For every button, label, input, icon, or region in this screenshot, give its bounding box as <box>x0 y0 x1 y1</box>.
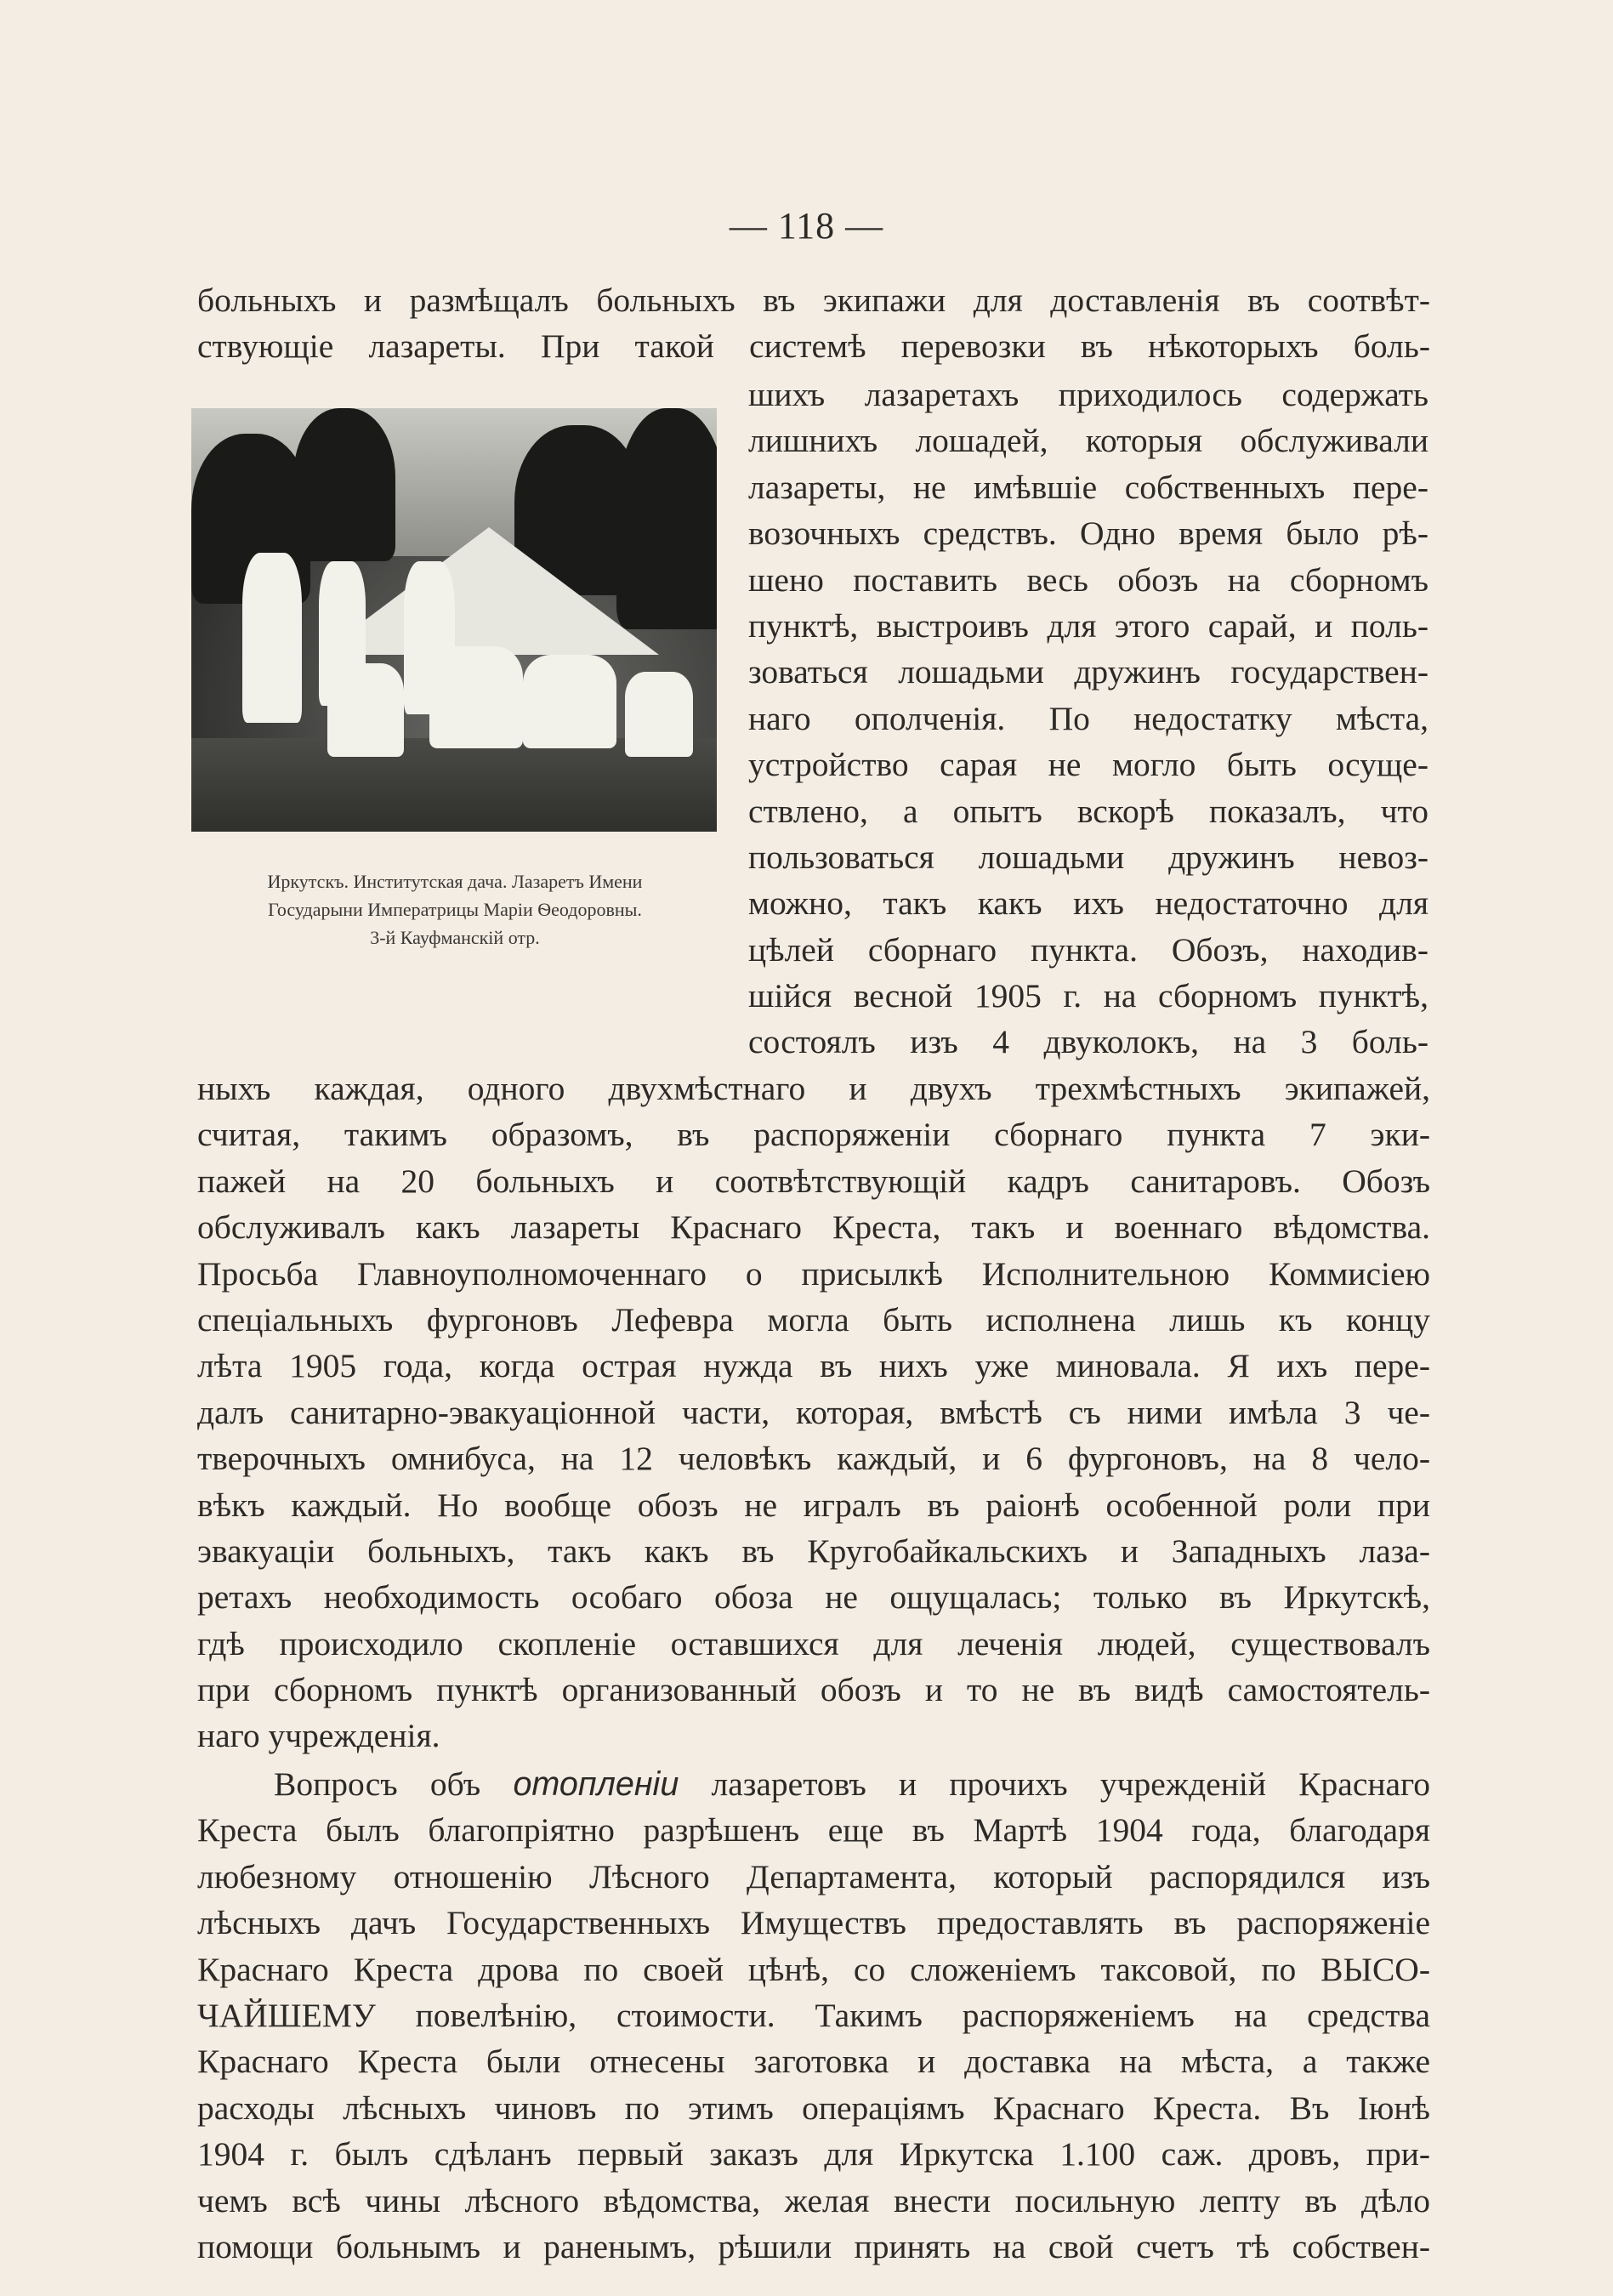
caption-line: 3-й Кауфманскій отр. <box>370 927 540 948</box>
text-line: эвакуаціи больныхъ, такъ какъ въ Кругобайкальскихъ и Западныхъ лаза- <box>197 1532 1430 1570</box>
text-line: при сборномъ пунктѣ организованный обозъ и то не въ видѣ самостоятель- <box>197 1671 1430 1709</box>
body-paragraph <box>197 1066 1430 1759</box>
page-number: — 118 — <box>729 205 884 247</box>
text-line: зоваться лошадьми дружинъ государствен- <box>748 653 1428 691</box>
text-line: наго ополченія. По недостатку мѣста, <box>748 699 1428 737</box>
text-line: 1904 г. былъ сдѣланъ первый заказъ для Иркутска 1.100 саж. дровъ, при- <box>197 2135 1430 2174</box>
text-line: вѣкъ каждый. Но вообще обозъ не игралъ въ раіонѣ особенной роли при <box>197 1486 1430 1524</box>
text-line: шійся весной 1905 г. на сборномъ пунктѣ, <box>748 977 1428 1015</box>
text-line: расходы лѣсныхъ чиновъ по этимъ операціямъ Краснаго Креста. Въ Іюнѣ <box>197 2089 1430 2127</box>
text-line: лазареты, не имѣвшіе собственныхъ пере- <box>748 468 1428 506</box>
text-line: Краснаго Креста дрова по своей цѣнѣ, со сложеніемъ таксовой, по ВЫСО- <box>197 1950 1430 1988</box>
text-line: ретахъ необходимость особаго обоза не ощущалась; только въ Иркутскѣ, <box>197 1578 1430 1617</box>
paragraph-first-line <box>197 1761 1430 1807</box>
text-line: далъ санитарно-эвакуаціонной части, которая, вмѣстѣ съ ними имѣла 3 че- <box>197 1393 1430 1431</box>
text-line: ствлено, а опытъ вскорѣ показалъ, что <box>748 792 1428 830</box>
text-line: ЧАЙШЕМУ повелѣнію, стоимости. Такимъ распоряженіемъ на средства <box>197 1996 1430 2034</box>
text-line: любезному отношенію Лѣсного Департамента, который распорядился изъ <box>197 1857 1430 1895</box>
caption-line: Государыни Императрицы Маріи Ѳеодоровны. <box>268 899 642 920</box>
text-line: лишнихъ лошадей, которыя обслуживали <box>748 422 1428 460</box>
text-line: считая, такимъ образомъ, въ распоряженіи сборнаго пункта 7 эки- <box>197 1116 1430 1154</box>
text-line: обслуживалъ какъ лазареты Краснаго Креста, такъ и военнаго вѣдомства. <box>197 1208 1430 1247</box>
text-line: лѣта 1905 года, когда острая нужда въ нихъ уже миновала. Я ихъ пере- <box>197 1347 1430 1385</box>
text-fragment: Вопросъ объ <box>274 1765 514 1803</box>
text-line: помощи больнымъ и раненымъ, рѣшили принять на свой счетъ тѣ собствен- <box>197 2227 1430 2265</box>
text-line: ныхъ каждая, одного двухмѣстнаго и двухъ трехмѣстныхъ экипажей, <box>197 1070 1430 1107</box>
text-line: гдѣ происходило скопленіе оставшихся для леченія людей, существовалъ <box>197 1624 1430 1662</box>
text-fragment: лазаретовъ и прочихъ учрежденій Краснаго <box>679 1765 1430 1803</box>
heating-paragraph <box>197 1761 1430 2270</box>
text-line: цѣлей сборнаго пункта. Обозъ, находив- <box>748 930 1428 969</box>
top-paragraph <box>197 277 1430 370</box>
text-line: ствующіе лазареты. При такой системѣ перевозки въ нѣкоторыхъ боль- <box>197 327 1430 366</box>
text-line: состоялъ изъ 4 двуколокъ, на 3 боль- <box>748 1023 1428 1061</box>
photo-caption <box>183 867 727 952</box>
text-line: наго учрежденія. <box>197 1717 440 1755</box>
right-column-text <box>748 372 1428 1066</box>
text-line: спеціальныхъ фургоновъ Лефевра могла быть исполнена лишь къ концу <box>197 1300 1430 1338</box>
text-line: можно, такъ какъ ихъ недостаточно для <box>748 884 1428 923</box>
text-line: тверочныхъ омнибуса, на 12 человѣкъ каждый, и 6 фургоновъ, на 8 чело- <box>197 1440 1430 1478</box>
text-line: возочныхъ средствъ. Одно время было рѣ- <box>748 514 1428 553</box>
text-line: пунктѣ, выстроивъ для этого сарай, и поль- <box>748 606 1428 645</box>
text-line: Просьба Главноуполномоченнаго о присылкѣ Исполнительною Коммисіею <box>197 1254 1430 1293</box>
text-line: больныхъ и размѣщалъ больныхъ въ экипажи для доставленія въ соотвѣт- <box>197 281 1430 319</box>
caption-line: Иркутскъ. Институтская дача. Лазаретъ Имени <box>267 871 643 892</box>
text-line: лѣсныхъ дачъ Государственныхъ Имуществъ предоставлять въ распоряженіе <box>197 1904 1430 1942</box>
text-line: пользоваться лошадьми дружинъ невоз- <box>748 838 1428 876</box>
text-line: Креста былъ благопріятно разрѣшенъ еще въ Мартѣ 1904 года, благодаря <box>197 1811 1430 1850</box>
text-line: пажей на 20 больныхъ и соотвѣтствующій кадръ санитаровъ. Обозъ <box>197 1162 1430 1200</box>
text-line: Краснаго Креста были отнесены заготовка и доставка на мѣста, а также <box>197 2043 1430 2081</box>
emphasized-term: отопленіи <box>513 1765 679 1803</box>
photograph <box>191 408 717 832</box>
text-line: шихъ лазаретахъ приходилось содержать <box>748 376 1428 413</box>
text-line: чемъ всѣ чины лѣсного вѣдомства, желая внести посильную лепту въ дѣло <box>197 2181 1430 2219</box>
text-line: устройство сарая не могло быть осуще- <box>748 746 1428 784</box>
text-line: шено поставить весь обозъ на сборномъ <box>748 560 1428 599</box>
